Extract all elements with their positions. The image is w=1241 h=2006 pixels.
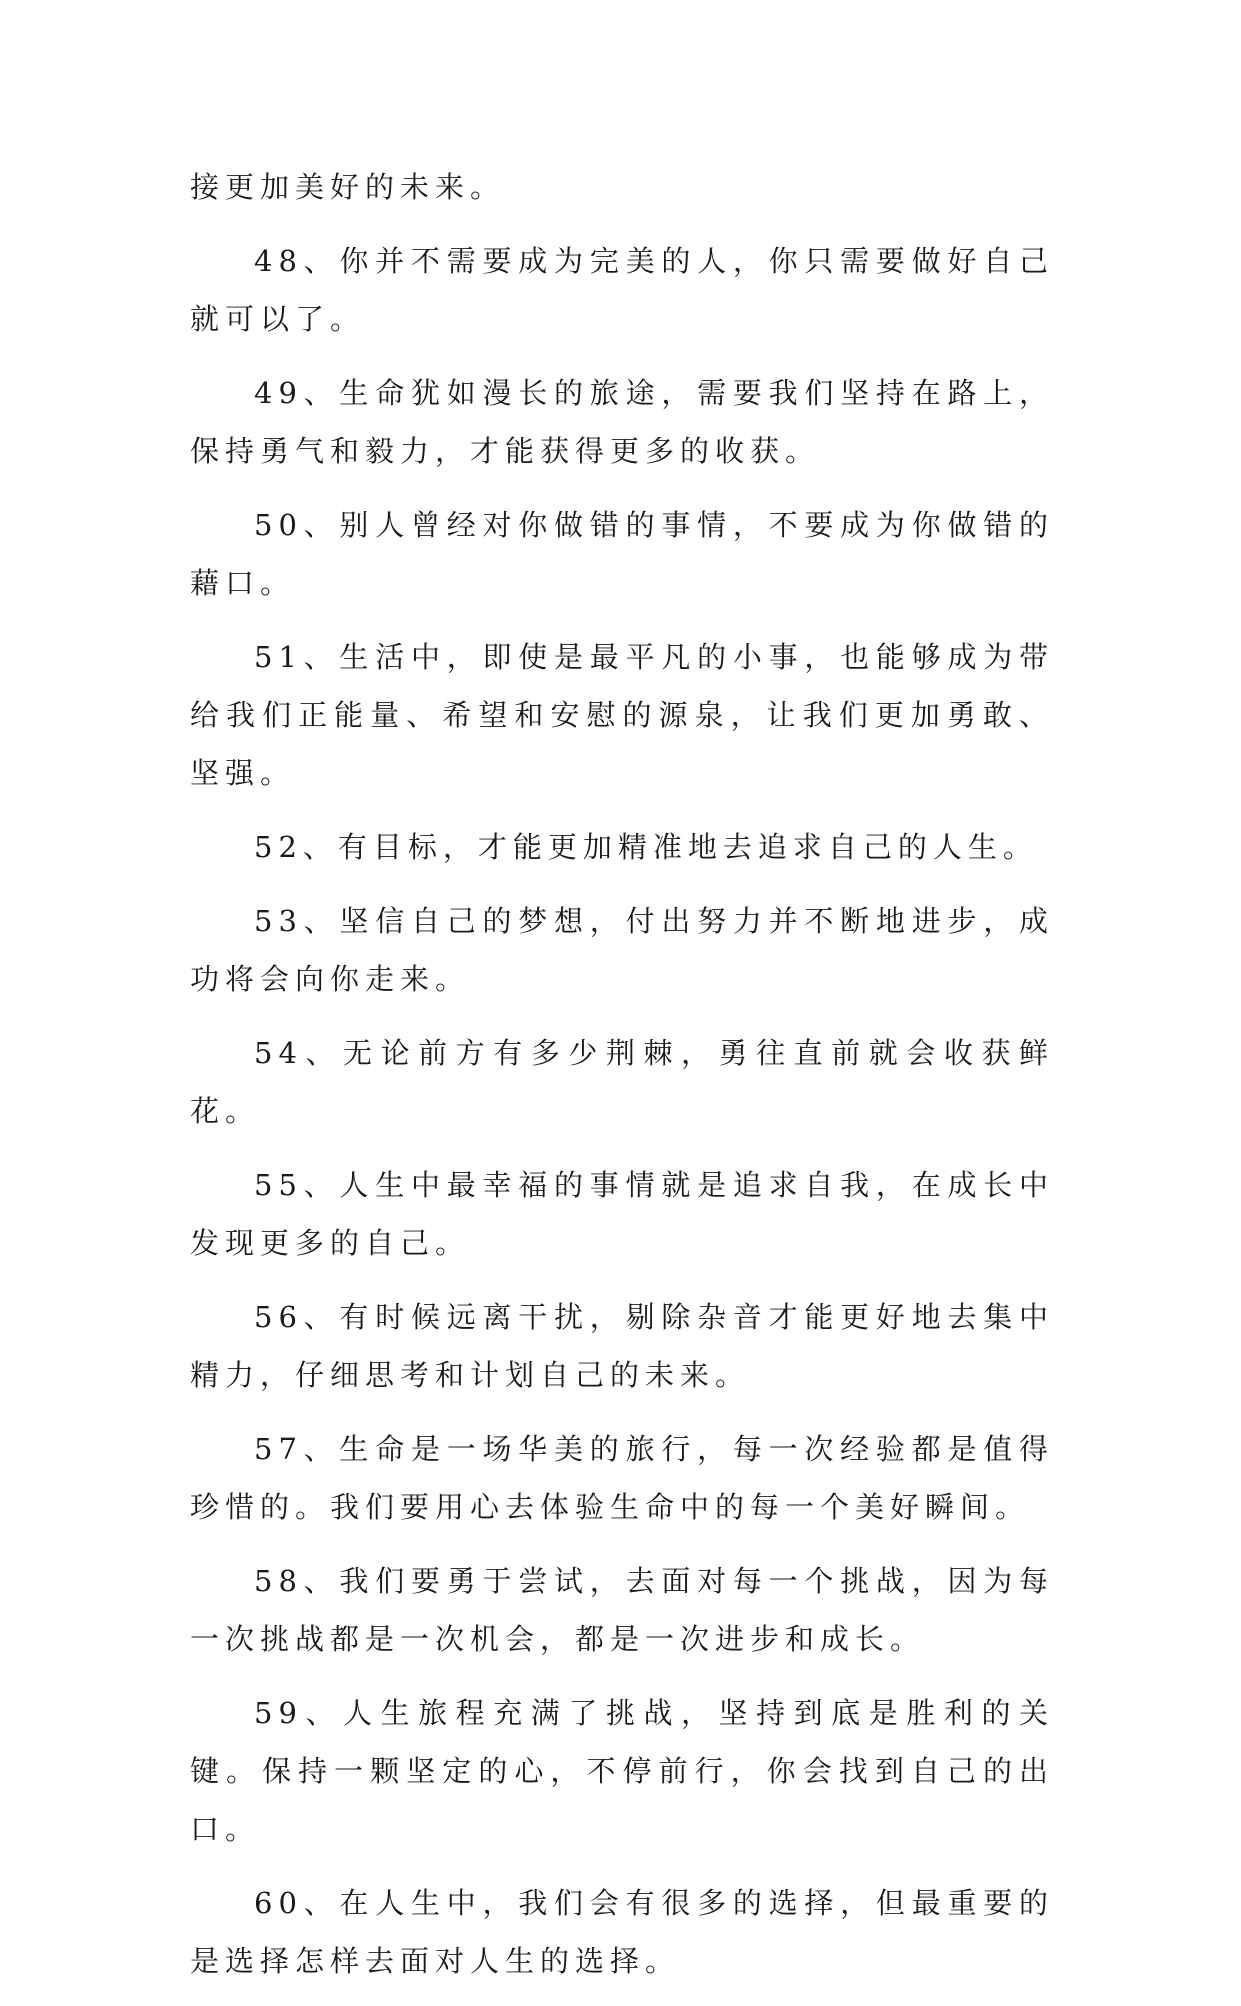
paragraph-52: 52、有目标，才能更加精准地去追求自己的人生。 — [254, 830, 1038, 864]
paragraph-50: 50、别人曾经对你做错的事情，不要成为你做错的藉口。 — [190, 508, 1054, 600]
paragraph-60: 60、在人生中，我们会有很多的选择，但最重要的是选择怎样去面对人生的选择。 — [190, 1886, 1054, 1978]
document-body — [190, 158, 1054, 2006]
paragraph-48: 48、你并不需要成为完美的人，你只需要做好自己就可以了。 — [190, 244, 1054, 336]
paragraph-57: 57、生命是一场华美的旅行，每一次经验都是值得珍惜的。我们要用心去体验生命中的每一个美好瞬间。 — [190, 1432, 1054, 1524]
paragraph-continuation: 接更加美好的未来。 — [190, 170, 506, 204]
paragraph-51: 51、生活中，即使是最平凡的小事，也能够成为带给我们正能量、希望和安慰的源泉，让我们更加勇敢、坚强。 — [190, 640, 1054, 790]
paragraph-59: 59、人生旅程充满了挑战，坚持到底是胜利的关键。保持一颗坚定的心，不停前行，你会找到自己的出口。 — [190, 1696, 1054, 1846]
paragraph-54: 54、无论前方有多少荆棘，勇往直前就会收获鲜花。 — [190, 1036, 1054, 1128]
paragraph-55: 55、人生中最幸福的事情就是追求自我，在成长中发现更多的自己。 — [190, 1168, 1054, 1260]
paragraph-53: 53、坚信自己的梦想，付出努力并不断地进步，成功将会向你走来。 — [190, 904, 1054, 996]
paragraph-56: 56、有时候远离干扰，剔除杂音才能更好地去集中精力，仔细思考和计划自己的未来。 — [190, 1300, 1054, 1392]
paragraph-49: 49、生命犹如漫长的旅途，需要我们坚持在路上，保持勇气和毅力，才能获得更多的收获。 — [190, 376, 1054, 468]
paragraph-58: 58、我们要勇于尝试，去面对每一个挑战，因为每一次挑战都是一次机会，都是一次进步和成长。 — [190, 1564, 1054, 1656]
